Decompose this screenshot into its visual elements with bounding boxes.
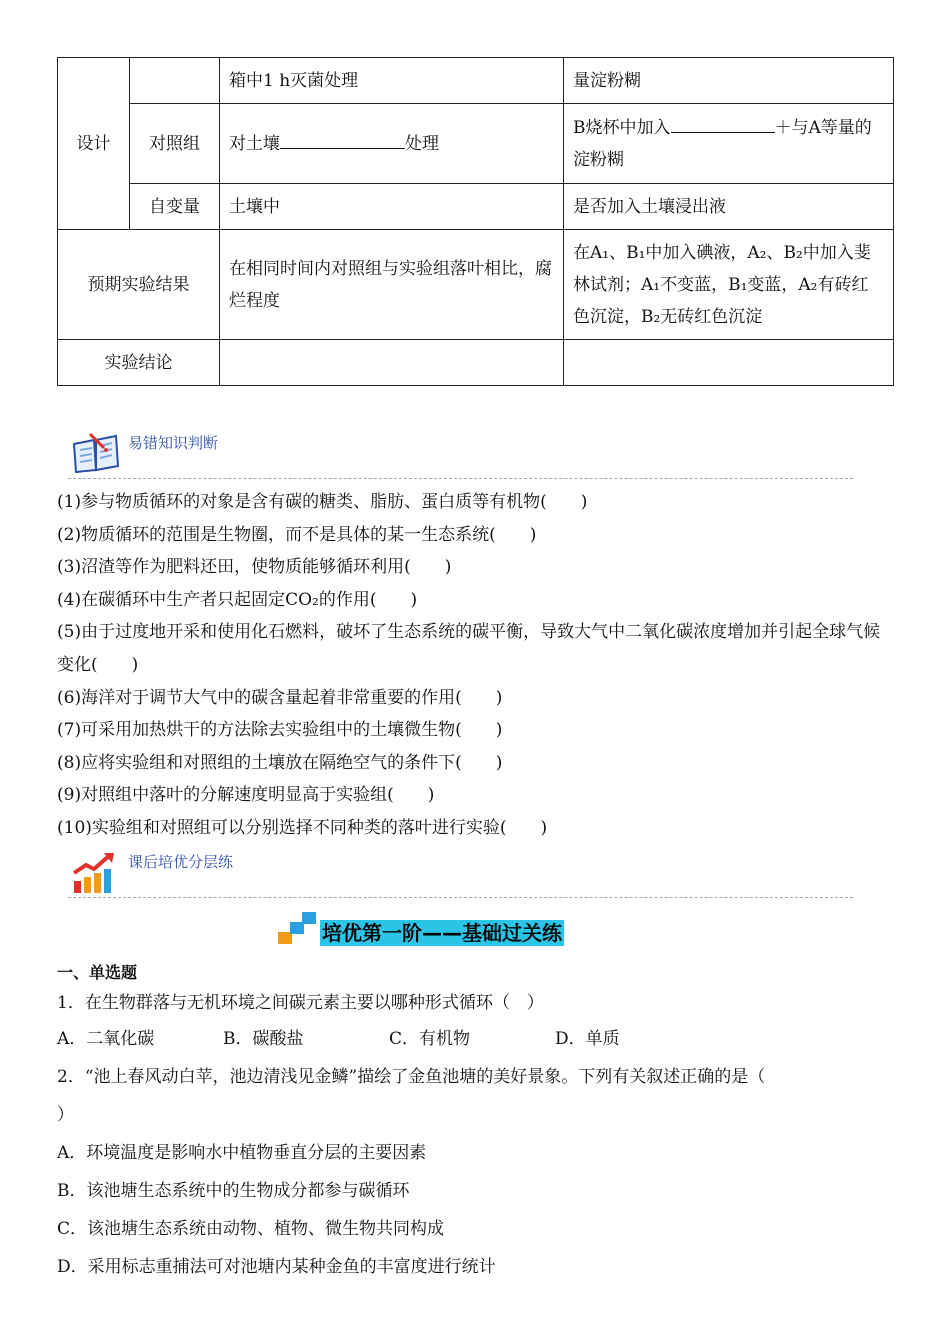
list-item: (8)应将实验组和对照组的土壤放在隔绝空气的条件下( ) xyxy=(57,752,503,773)
book-icon xyxy=(70,432,122,476)
empty-cell xyxy=(130,58,220,104)
design-label: 设计 xyxy=(58,58,130,230)
experiment-table xyxy=(57,57,894,386)
level-banner xyxy=(276,910,616,948)
option: C．有机物 xyxy=(389,1029,471,1049)
question-stem: 2．“池上春风动白苹，池边清浅见金鳞”描绘了金鱼池塘的美好景象。下列有关叙述正确的是（ xyxy=(57,1067,766,1087)
conclusion-label: 实验结论 xyxy=(58,340,220,386)
question-stem: 1．在生物群落与无机环境之间碳元素主要以哪种形式循环（ ） xyxy=(57,993,544,1013)
row1-right: 量淀粉糊 xyxy=(564,58,894,104)
row2-right xyxy=(564,104,894,184)
list-item: (7)可采用加热烘干的方法除去实验组中的土壤微生物( ) xyxy=(57,720,503,741)
list-item: (4)在碳循环中生产者只起固定CO₂的作用( ) xyxy=(57,589,418,610)
fill-blank xyxy=(671,114,775,133)
control-label: 对照组 xyxy=(130,104,220,184)
section-title: 易错知识判断 xyxy=(128,434,219,452)
row2-mid-a: 对土壤 xyxy=(229,133,280,154)
row4-mid: 在相同时间内对照组与实验组落叶相比，腐烂程度 xyxy=(220,230,564,340)
section-title: 课后培优分层练 xyxy=(128,853,234,871)
list-item: (3)沼渣等作为肥料还田，使物质能够循环利用( ) xyxy=(57,557,452,578)
option: B．碳酸盐 xyxy=(223,1029,304,1049)
banner-title: 培优第一阶——基础过关练 xyxy=(322,921,562,945)
growth-chart-icon xyxy=(70,851,118,895)
section-header-practice xyxy=(68,847,853,898)
list-item: (10)实验组和对照组可以分别选择不同种类的落叶进行实验( ) xyxy=(57,817,548,838)
row4-right: 在A₁、B₁中加入碘液，A₂、B₂中加入斐林试剂；A₁不变蓝，B₁变蓝，A₂有砖红色沉淀，B₂无砖红色沉淀 xyxy=(564,230,894,340)
row3-right: 是否加入土壤浸出液 xyxy=(564,184,894,230)
variable-label: 自变量 xyxy=(130,184,220,230)
list-item: (6)海洋对于调节大气中的碳含量起着非常重要的作用( ) xyxy=(57,687,503,708)
question-stem-end: ） xyxy=(57,1105,74,1125)
expected-result-label: 预期实验结果 xyxy=(58,230,220,340)
list-item: (9)对照组中落叶的分解速度明显高于实验组( ) xyxy=(57,785,435,806)
section-header-judgment xyxy=(68,428,853,479)
q1-options xyxy=(57,1020,897,1058)
judgment-list xyxy=(57,486,897,845)
option: A．二氧化碳 xyxy=(57,1029,155,1049)
option: A．环境温度是影响水中植物垂直分层的主要因素 xyxy=(57,1143,427,1163)
row1-mid: 箱中1 h灭菌处理 xyxy=(220,58,564,104)
option: C．该池塘生态系统由动物、植物、微生物共同构成 xyxy=(57,1219,445,1239)
row2-right-b: ＋与A等量的淀粉糊 xyxy=(573,117,872,170)
list-item: (5)由于过度地开采和使用化石燃料，破坏了生态系统的碳平衡，导致大气中二氧化碳浓度增加并引起全球气候变化( ) xyxy=(57,622,881,675)
list-item: (1)参与物质循环的对象是含有碳的糖类、脂肪、蛋白质等有机物( ) xyxy=(57,492,588,512)
fill-blank xyxy=(280,130,405,149)
option: D．单质 xyxy=(555,1029,620,1049)
row5-mid xyxy=(220,340,564,386)
row2-mid xyxy=(220,104,564,184)
option: D．采用标志重捕法可对池塘内某种金鱼的丰富度进行统计 xyxy=(57,1257,496,1277)
row2-right-a: B烧杯中加入 xyxy=(573,117,671,138)
question-section xyxy=(57,960,897,1286)
row5-right xyxy=(564,340,894,386)
row3-mid: 土壤中 xyxy=(220,184,564,230)
option: B．该池塘生态系统中的生物成分都参与碳循环 xyxy=(57,1181,410,1201)
part-heading: 一、单选题 xyxy=(57,963,138,982)
list-item: (2)物质循环的范围是生物圈，而不是具体的某一生态系统( ) xyxy=(57,524,537,545)
row2-mid-b: 处理 xyxy=(405,133,439,154)
steps-icon xyxy=(276,910,320,948)
